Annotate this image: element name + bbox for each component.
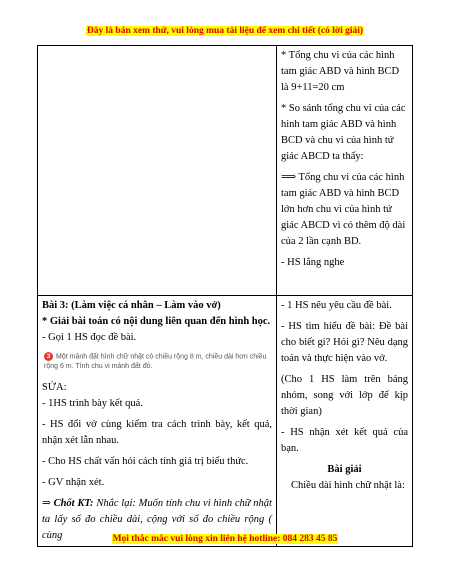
row2-right-cell [277,296,413,547]
arrow-icon: ⇒ [42,498,54,510]
row1-left-cell [38,46,277,296]
row1-right-cell [277,46,413,296]
present-result-text: - 1HS trình bày kết quả. [42,398,143,410]
compare-text: * So sánh tổng chu vi của các hình tam giác ABD và hình BCD và chu vi của hình tứ giác ABCD ta thấy: [281,103,406,162]
preview-banner [0,26,450,36]
preview-banner-text: Đây là bản xem thử, vui lòng mua tài liệu để xem chi tiết (có lời giải) [86,26,364,36]
peer-review-text: - HS nhận xét kết quả của bạn. [281,427,408,454]
solution-title: Bài giải [327,464,362,475]
perimeter-sum-text: * Tổng chu vi của các hình tam giác ABD và hình BCD là 9+11=20 cm [281,50,400,93]
read-problem-text: - Gọi 1 HS đọc đề bài. [42,332,137,343]
teacher-comment-text: - GV nhận xét. [42,477,105,489]
solution-line: Chiều dài hình chữ nhật là: [291,480,405,491]
table-row [38,46,413,296]
swap-notebook-text: - HS đổi vở cùng kiểm tra cách trình bày, kết quả, nhận xét lẫn nhau. [42,419,272,447]
exercise-title: Bài 3: (Làm việc cá nhân – Làm vào vở) [42,300,221,311]
problem-number-badge: 3 [44,352,53,361]
hotline-banner [0,534,450,544]
table-row [38,296,413,547]
conclusion-text: ⟹ Tổng chu vi của các hình tam giác ABD và hình BCD lớn hơn chu vi của hình tứ giác ABCD vì có thêm độ dài của 2 lần cạnh BD. [281,172,406,247]
board-work-text: (Cho 1 HS làm trên bảng nhóm, song với lớp để kịp thời gian) [281,374,408,417]
listen-text: - HS lắng nghe [281,257,345,268]
key-knowledge-body: Nhắc lại: Muốn tính chu vi hình chữ nhật ta lấy số đo chiều dài, cộng với số đo chiều rộng ( cùng [42,498,272,542]
exercise-subtitle: * Giải bài toán có nội dung liên quan đến hình học. [42,316,271,327]
sua-label: SỬA: [42,382,67,394]
hotline-banner-text: Mọi thắc mắc vui lòng xin liên hệ hotline: 084 283 45 85 [112,534,338,544]
question-method-text: - Cho HS chất vấn hỏi cách tính giá trị biểu thức. [42,456,249,468]
analyze-problem-text: - HS tìm hiểu đề bài: Đề bài cho biết gì? Hỏi gì? Nêu dạng toán và thực hiện vào vở. [281,321,408,364]
state-requirement-text: - 1 HS nêu yêu cầu đề bài. [281,300,392,311]
key-knowledge-label: Chốt KT: [53,498,94,510]
problem-text: Một mảnh đất hình chữ nhật có chiều rộng 8 m, chiều dài hơn chiều rộng 6 m. Tính chu vi mảnh đất đó. [44,353,267,371]
problem-image [44,352,272,372]
lesson-table [37,45,413,547]
row2-left-cell [38,296,277,547]
